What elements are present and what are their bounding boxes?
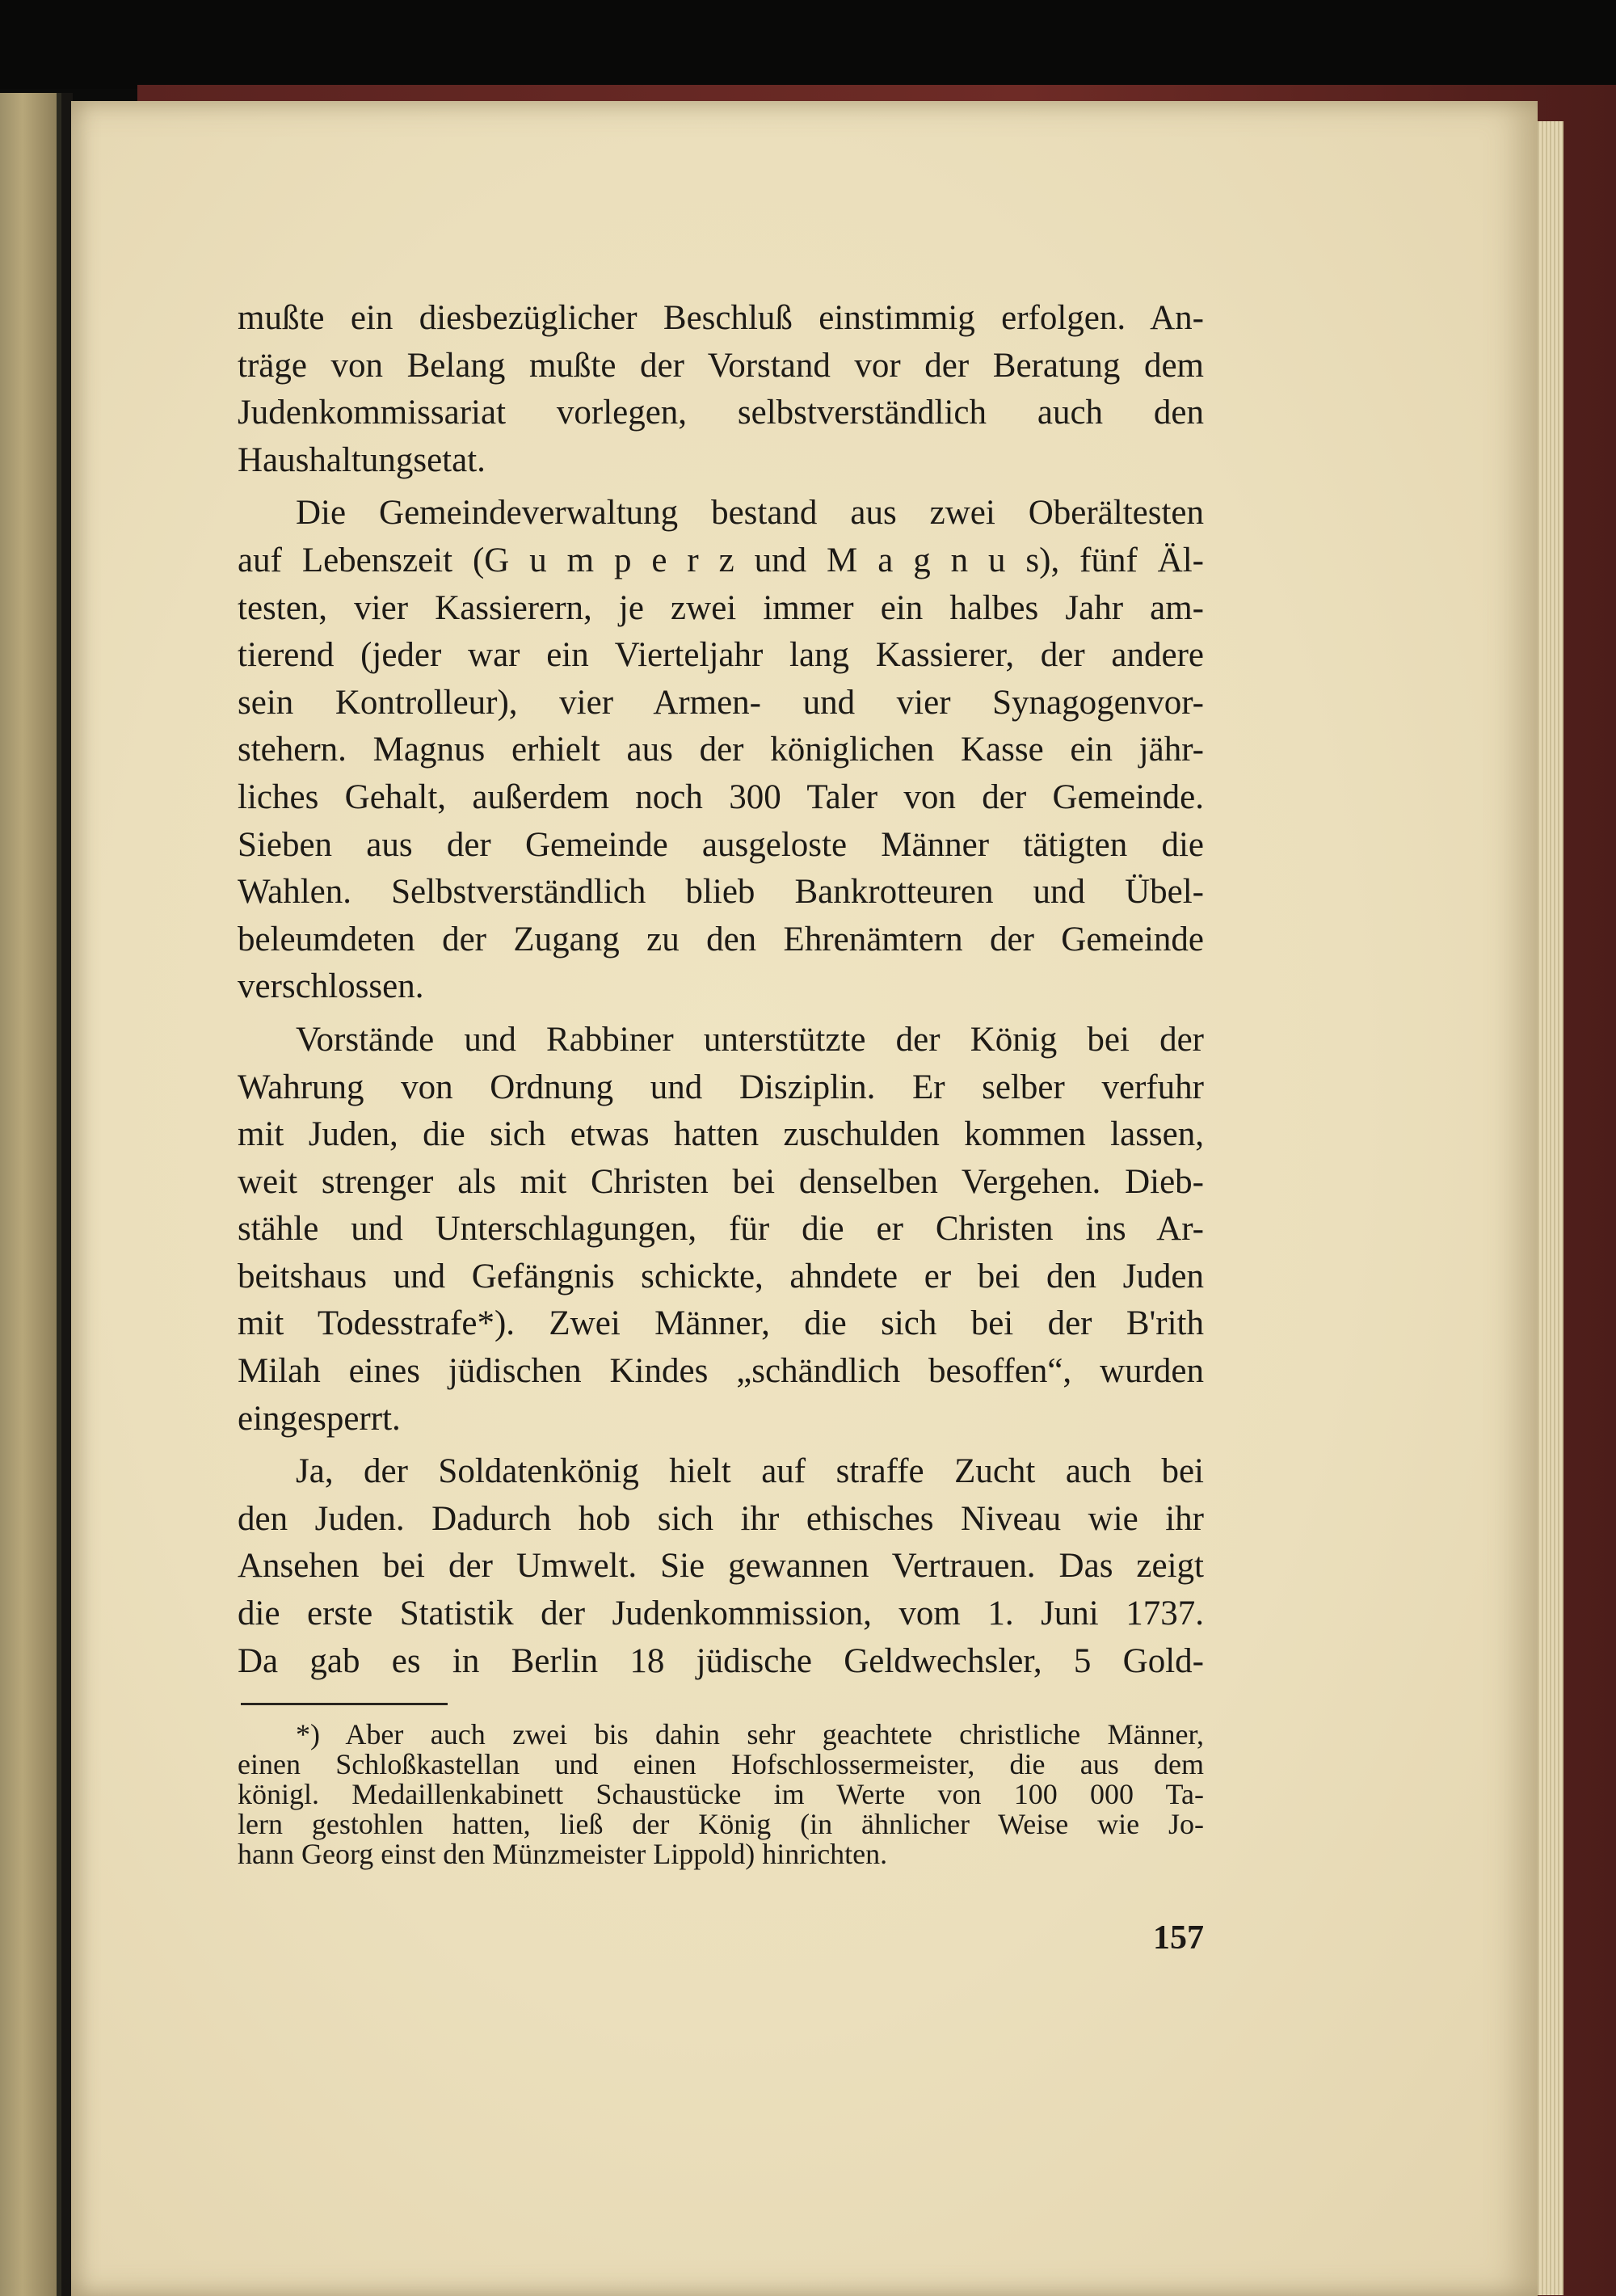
- text-line: tierend (jeder war ein Vierteljahr lang Kassierer, der andere: [238, 636, 1204, 675]
- body-text: [238, 295, 1204, 1685]
- text-line: Milah eines jüdischen Kindes „schändlich besoffen“, wurden: [238, 1352, 1204, 1391]
- text-line: Wahrung von Ordnung und Disziplin. Er selber verfuhr: [238, 1068, 1204, 1106]
- text-line: stähle und Unterschlagungen, für die er Christen ins Ar-: [238, 1210, 1204, 1249]
- text-line: Sieben aus der Gemeinde ausgeloste Männer tätigten die: [238, 825, 1204, 864]
- footnote-line: hann Georg einst den Münzmeister Lippold) hinrichten.: [238, 1838, 888, 1870]
- text-line: beleumdeten der Zugang zu den Ehrenämtern der Gemeinde: [238, 920, 1204, 958]
- text-line: Da gab es in Berlin 18 jüdische Geldwechsler, 5 Gold-: [238, 1641, 1204, 1680]
- text-line: Judenkommissariat vorlegen, selbstverständlich auch den: [238, 394, 1204, 432]
- footnote-separator: [241, 1703, 448, 1705]
- paragraph-gap: [238, 484, 1204, 490]
- text-line: die erste Statistik der Judenkommission, vom 1. Juni 1737.: [238, 1595, 1204, 1633]
- text-line: Vorstände und Rabbiner unterstützte der König bei der: [296, 1020, 1204, 1059]
- text-line: mußte ein diesbezüglicher Beschluß einstimmig erfolgen. An-: [238, 299, 1204, 337]
- facing-page-edge: [0, 93, 61, 2296]
- text-line: mit Juden, die sich etwas hatten zuschulden kommen lassen,: [238, 1115, 1204, 1154]
- text-line: Wahlen. Selbstverständlich blieb Bankrotteuren und Übel-: [238, 873, 1204, 912]
- text-line: beitshaus und Gefängnis schickte, ahndete er bei den Juden: [238, 1257, 1204, 1295]
- text-line: Ansehen bei der Umwelt. Sie gewannen Vertrauen. Das zeigt: [238, 1547, 1204, 1586]
- footnote-line: königl. Medaillenkabinett Schaustücke im Werte von 100 000 Ta-: [238, 1778, 1204, 1810]
- scan-background-top: [0, 0, 1616, 89]
- footnote-line: lern gestohlen hatten, ließ der König (in ähnlicher Weise wie Jo-: [238, 1808, 1204, 1840]
- page-number: 157: [1153, 1919, 1204, 1957]
- text-line: sein Kontrolleur), vier Armen- und vier Synagogenvor-: [238, 683, 1204, 722]
- footnote: [238, 1720, 1204, 1869]
- text-line: Die Gemeindeverwaltung bestand aus zwei Oberältesten: [296, 494, 1204, 533]
- footnote-line: einen Schloßkastellan und einen Hofschlossermeister, die aus dem: [238, 1748, 1204, 1780]
- text-line: testen, vier Kassierern, je zwei immer ein halbes Jahr am-: [238, 588, 1204, 627]
- text-line: eingesperrt.: [238, 1399, 401, 1438]
- text-line: träge von Belang mußte der Vorstand vor der Beratung dem: [238, 346, 1204, 385]
- text-line: den Juden. Dadurch hob sich ihr ethisches Niveau wie ihr: [238, 1499, 1204, 1538]
- paragraph-gap: [238, 1011, 1204, 1017]
- footnote-line: *) Aber auch zwei bis dahin sehr geachtete christliche Männer,: [296, 1718, 1204, 1750]
- text-line: stehern. Magnus erhielt aus der königlichen Kasse ein jähr-: [238, 731, 1204, 769]
- text-line: weit strenger als mit Christen bei denselben Vergehen. Dieb-: [238, 1162, 1204, 1201]
- text-line: Haushaltungsetat.: [238, 440, 486, 479]
- text-line: auf Lebenszeit (G u m p e r z und M a g n u s), fünf Äl-: [238, 541, 1204, 579]
- text-line: mit Todesstrafe*). Zwei Männer, die sich bei der B'rith: [238, 1304, 1204, 1343]
- paragraph-gap: [238, 1443, 1204, 1448]
- text-line: liches Gehalt, außerdem noch 300 Taler von der Gemeinde.: [238, 777, 1204, 816]
- text-line: verschlossen.: [238, 967, 424, 1006]
- text-line: Ja, der Soldatenkönig hielt auf straffe Zucht auch bei: [296, 1452, 1204, 1491]
